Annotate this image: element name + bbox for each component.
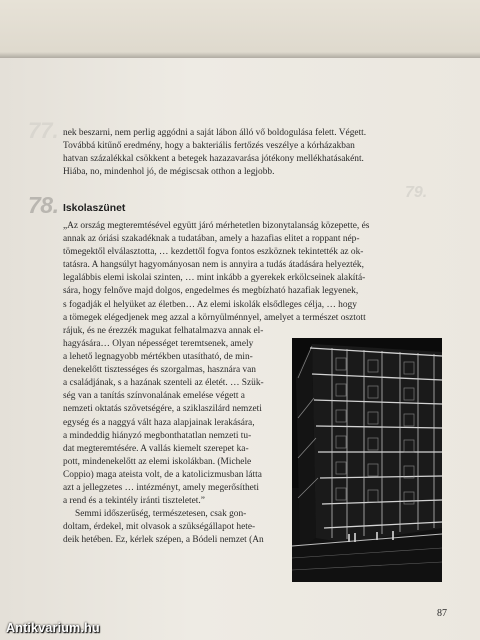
text-line: rájuk, és ne érezzék magukat felhatalmazva annak el- — [63, 325, 264, 336]
text-line: tömegektől elválasztotta, … kezdettől fogva fontos eszköznek tekintették az ok- — [63, 247, 364, 258]
text-line: hatvan százalékkal csökkent a betegek hazazavarása jótékony mellékhatásaként. — [63, 154, 364, 165]
text-line: a tömegek elégedjenek meg azzal a környülménnyel, amelyet a természet osztott — [63, 312, 366, 323]
text-line: s fogadják el helyüket az életben… Az elemi iskolák elsődleges célja, … hogy — [63, 299, 357, 310]
text-line: doltam, érdekel, mit olvasok a szükségállapot hete- — [63, 522, 256, 533]
page-number: 87 — [437, 608, 447, 619]
chapter-title: Iskolaszünet — [63, 203, 126, 214]
text-line: a mindeddig hiányzó megbonthatatlan nemzeti tu- — [63, 430, 252, 441]
text-line: ség van a tanítás színvonalának emelése végett a — [63, 391, 245, 402]
previous-page-edge — [0, 0, 480, 62]
text-line: nek beszarni, nem perlig aggódni a saját lábon álló vő boldogulása felett. Végett. — [63, 128, 367, 138]
text-line: a rend és a tekintély iránti tiszteletet.” — [63, 496, 205, 507]
intro-paragraph — [63, 127, 433, 179]
chapter-number: 78. — [28, 192, 59, 218]
text-line: nemzeti oktatás szövetségére, a sziklaszilárd nemzeti — [63, 404, 262, 415]
quote-paragraph-narrow — [63, 338, 285, 548]
text-line: azt a jellegzetes … intézményt, amely megerősítheti — [63, 483, 260, 494]
text-line: pott, mindenekelőtt az elemi iskolákban. (Michele — [63, 456, 252, 467]
text-line: „Az ország megteremtésével együtt járó mérhetetlen bizonytalanság közepette, és — [63, 221, 370, 231]
text-line: denekelőtt tisztességes és szorgalmas, hasznára van — [63, 365, 256, 376]
text-line: hagyására… Olyan népességet teremtsenek, amely — [63, 339, 254, 349]
text-line: sára, hogy felnőve majd dolgos, engedelmes és megbízható hazafiak legyenek, — [63, 286, 359, 297]
building-illustration — [292, 338, 442, 582]
text-line: a lehető legnagyobb mértékben utasítható, de min- — [63, 352, 253, 363]
text-line: Coppio) maga ateista volt, de a katolicizmusban látta — [63, 469, 262, 480]
text-line: Továbbá kitűnő eredmény, hogy a bakteriális fertőzés veszélye a kórházakban — [63, 141, 355, 152]
text-line: egység és a naggyá vált haza alapjainak lerakására, — [63, 417, 255, 428]
quote-paragraph-wide — [63, 220, 438, 338]
text-line: Hiába, no, mindenhol jó, de mégiscsak otthon a legjobb. — [63, 167, 275, 178]
ghost-chapter-number: 77. — [28, 118, 59, 143]
text-line: dat megteremtésére. A vallás kiemelt szerepet ka- — [63, 443, 249, 454]
text-line: deik hetében. Ez, kérlek szépen, a Bódeli nemzet (An — [63, 535, 264, 546]
text-line: a családjának, s a hazának szenteli az életét. … Szük- — [63, 378, 264, 389]
text-line: tatásra. A hangsúlyt hagyományosan nem is annyira a tudás átadására helyezték, — [63, 260, 364, 271]
text-line: annak az óriási szakadéknak a tudatában, amely a hazafias elitet a roppant nép- — [63, 234, 360, 245]
building-photo — [292, 338, 442, 582]
text-line: legalábbis elemi iskolai szinten, … mint inkább a gyerekek erkölcseinek alakítá- — [63, 273, 366, 284]
watermark-logo: Antikvarium.hu — [6, 621, 100, 635]
ghost-chapter-number: 79. — [405, 184, 428, 201]
text-line: Semmi időszerűség, természetesen, csak gon- — [75, 509, 247, 520]
